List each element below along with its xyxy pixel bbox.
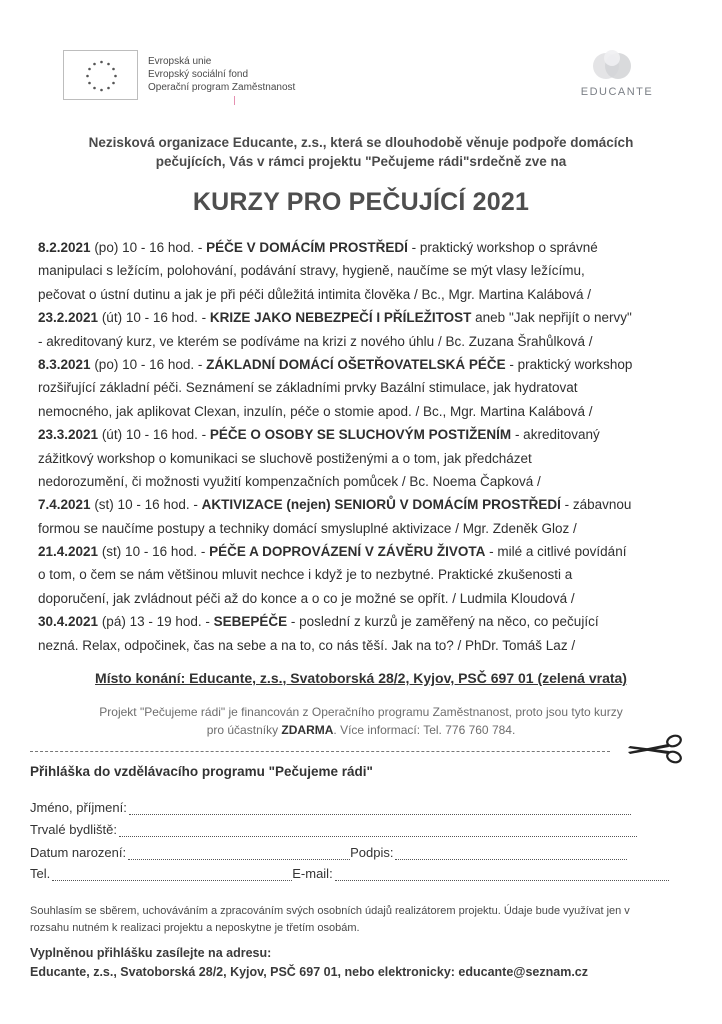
venue-line (40, 668, 682, 688)
course-2-name: KRIZE JAKO NEBEZPEČÍ I PŘÍLEŽITOST (209, 310, 472, 326)
course-2-desc: aneb "Jak nepřijít o nervy" (471, 310, 632, 326)
course-4-date: 23.3.2021 (38, 427, 99, 443)
cut-line (30, 751, 610, 752)
eu-line-3: Operační program Zaměstnanost (148, 82, 296, 93)
form-title: Přihláška do vzdělávacího programu "Pečujeme rádi" (30, 764, 373, 779)
page-title: KURZY PRO PEČUJÍCÍ 2021 (192, 188, 530, 216)
venue-text: Místo konání: Educante, z.s., Svatoborská 28/2, Kyjov, PSČ 697 01 (zelená vrata) (95, 670, 627, 686)
birth-field[interactable] (30, 845, 627, 860)
course-2-line-2: - akreditovaný kurz, ve kterém se podíváme na krizi z nového úhlu / Bc. Zuzana Šrahůlková / (38, 333, 593, 349)
course-4-line-3: nedorozumění, či možnosti využití kompenzačních pomůcek / Bc. Noema Čapková / (38, 473, 541, 489)
name-line[interactable] (129, 802, 631, 815)
course-1-time: (po) 10 - 16 hod. - (90, 240, 207, 255)
course-7-time: (pá) 13 - 19 hod. - (98, 614, 214, 630)
eu-line-2: Evropský sociální fond (148, 69, 249, 80)
course-1-name: PÉČE V DOMÁCÍM PROSTŘEDÍ (206, 240, 408, 255)
course-3-name: ZÁKLADNÍ DOMÁCÍ OŠETŘOVATELSKÁ PÉČE (206, 356, 506, 372)
signature-label: Podpis: (350, 845, 394, 860)
scissors-icon (622, 732, 688, 766)
course-3-desc: - praktický workshop (505, 356, 633, 372)
signature-line[interactable] (395, 847, 627, 860)
eu-flag-logo (63, 50, 138, 100)
course-6-line-2: o tom, o čem se nám většinou mluvit nechce i když je to nezbytné. Praktické zkušenosti a (38, 567, 573, 583)
course-4-line-2: zážitkový workshop o komunikaci se sluchově postiženými a o tom, jak předcházet (38, 450, 532, 466)
course-3-date: 8.3.2021 (38, 356, 91, 372)
logo-wordmark: EDUCANTE (580, 86, 654, 98)
course-2-time: (út) 10 - 16 hod. - (98, 310, 210, 326)
funding-free: ZDARMA (281, 723, 334, 737)
course-6-time: (st) 10 - 16 hod. - (98, 544, 210, 560)
course-3-time: (po) 10 - 16 hod. - (90, 356, 207, 372)
course-5-time: (st) 10 - 16 hod. - (90, 497, 202, 513)
course-1-desc: - praktický workshop o správné (407, 240, 598, 255)
course-7-desc: - poslední z kurzů je zaměřený na něco, co pečující (287, 614, 599, 630)
send-address: Educante, z.s., Svatoborská 28/2, Kyjov, PSČ 697 01, nebo elektronicky: educante@seznam.cz (30, 965, 589, 979)
eu-stars-icon (64, 51, 139, 101)
course-3-line-3: nemocného, jak aplikovat Clexan, inzulín, péče o stomie apod. / Bc., Mgr. Martina Kalábová / (38, 403, 593, 419)
course-6-date: 21.4.2021 (38, 544, 99, 560)
address-line[interactable] (119, 824, 637, 837)
course-3-line-2: rozšiřující základní péči. Seznámení se základními prvky Bazální stimulace, jak hydratovat (38, 380, 578, 396)
course-6-desc: - milé a citlivé povídání (485, 544, 627, 560)
name-label: Jméno, příjmení: (30, 800, 127, 815)
funding-contact: . Více informací: Tel. 776 760 784. (333, 723, 516, 737)
course-3-line-1 (38, 353, 690, 376)
course-list (38, 236, 690, 657)
intro-line-2: pečujících, Vás v rámci projektu "Pečujeme rádi"srdečně zve na (155, 154, 567, 169)
pink-mark-icon (232, 96, 237, 105)
course-1-line-3: pečovat o ústní dutinu a jak je při péči důležitá intimita člověka / Bc., Mgr. Martina Kalábová / (38, 286, 592, 302)
course-6-name: PÉČE A DOPROVÁZENÍ V ZÁVĚRU ŽIVOTA (209, 544, 486, 560)
course-4-time: (út) 10 - 16 hod. - (98, 427, 210, 443)
funding-line-2 (40, 721, 682, 739)
funding-note (40, 703, 682, 739)
course-7-date: 30.4.2021 (38, 614, 99, 630)
funding-line-1: Projekt "Pečujeme rádi" je financován z Operačního programu Zaměstnanost, proto jsou tyto kurzy (99, 705, 623, 719)
course-4-desc: - akreditovaný (511, 427, 600, 443)
course-7-line-2: nezná. Relax, odpočinek, čas na sebe a na to, co nás těší. Jak na to? / PhDr. Tomáš Laz / (38, 637, 576, 653)
course-5-name: AKTIVIZACE (nejen) SENIORŮ V DOMÁCÍM PROSTŘEDÍ (201, 497, 561, 513)
course-7-line-1 (38, 610, 690, 633)
course-2-date: 23.2.2021 (38, 310, 99, 326)
course-5-date: 7.4.2021 (38, 497, 91, 513)
email-label: E-mail: (292, 866, 333, 881)
educante-logo (574, 48, 660, 108)
birth-line[interactable] (128, 847, 350, 860)
address-field[interactable] (30, 822, 637, 837)
eu-text-block (148, 55, 295, 94)
name-field[interactable] (30, 800, 631, 815)
consent-text: Souhlasím se sběrem, uchováváním a zpracováním svých osobních údajů realizátorem projektu. Údaje bude využívat jen v rozsahu nutném k realizaci projektu a neposkytne je třetím osobám. (30, 905, 630, 934)
send-title: Vyplněnou přihlášku zasílejte na adresu: (30, 946, 272, 960)
course-1-line-1 (38, 236, 690, 259)
course-5-line-2: formou se naučíme postupy a techniky domácí smysluplné aktivizace / Mgr. Zdeněk Gloz / (38, 520, 577, 536)
course-2-line-1 (38, 306, 690, 329)
course-4-line-1 (38, 423, 690, 446)
course-5-line-1 (38, 493, 690, 516)
address-label: Trvalé bydliště: (30, 822, 117, 837)
course-4-name: PÉČE O OSOBY SE SLUCHOVÝM POSTIŽENÍM (209, 427, 512, 443)
course-6-line-3: doporučení, jak zvládnout péči až do konce a o co je možné se opřít. / Ludmila Kloudová / (38, 590, 575, 606)
course-7-name: SEBEPÉČE (213, 614, 288, 630)
phone-field[interactable] (30, 866, 669, 881)
course-1-line-2: manipulaci s ležícím, polohování, podávání stravy, hygieně, naučíme se mýt vlasy ležícímu, (38, 263, 585, 279)
course-5-desc: - zábavnou (560, 497, 632, 513)
phone-label: Tel. (30, 866, 51, 881)
eu-line-1: Evropská unie (148, 56, 212, 67)
intro-text (40, 133, 682, 171)
intro-line-1: Nezisková organizace Educante, z.s., která se dlouhodobě věnuje podpoře domácích (88, 135, 634, 150)
funding-pre: pro účastníky (206, 723, 282, 737)
course-1-date: 8.2.2021 (38, 240, 91, 255)
logo-circles-icon (588, 48, 638, 84)
phone-line[interactable] (52, 868, 292, 881)
course-6-line-1 (38, 540, 690, 563)
email-line[interactable] (335, 868, 669, 881)
birth-label: Datum narození: (30, 845, 127, 860)
